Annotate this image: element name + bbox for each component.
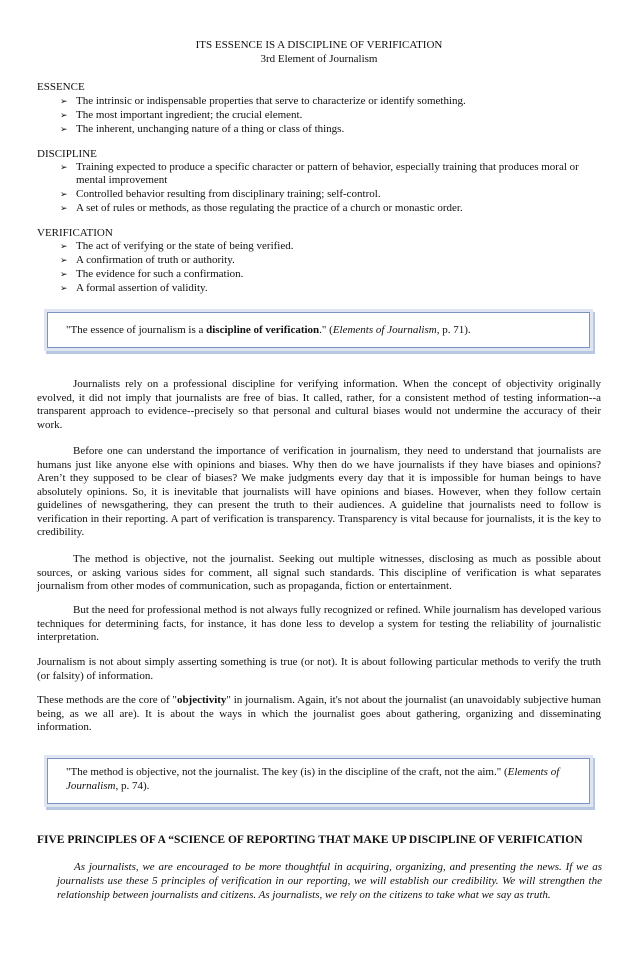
- verification-item: ➢ The act of verifying or the state of being verified.: [60, 240, 294, 252]
- arrow-bullet-icon: ➢: [60, 203, 68, 213]
- discipline-item: ➢ A set of rules or methods, as those regulating the practice of a church or monastic order.: [60, 202, 463, 214]
- discipline-item: ➢ Training expected to produce a specific character or pattern of behavior, especially training that produces moral or mental improvement: [60, 161, 579, 186]
- arrow-bullet-icon: ➢: [60, 110, 68, 120]
- body-paragraph: But the need for professional method is not always fully recognized or refined. While journalism has developed various techniques for determining facts, for instance, it has done less to develop a system for testing the reliability of journalistic interpretation.: [37, 604, 601, 643]
- essence-item: ➢ The inherent, unchanging nature of a thing or class of things.: [60, 123, 345, 135]
- essence-item: ➢ The most important ingredient; the crucial element.: [60, 109, 303, 121]
- essence-item: ➢ The intrinsic or indispensable properties that serve to characterize or identify something.: [60, 95, 466, 107]
- document-title: ITS ESSENCE IS A DISCIPLINE OF VERIFICATION: [195, 39, 443, 51]
- discipline-heading: DISCIPLINE: [37, 148, 97, 160]
- arrow-bullet-icon: ➢: [60, 283, 68, 293]
- quote-box: "The method is objective, not the journalist. The key (is) in the discipline of the craft, not the aim." (Elements of Journalism, p. 74).: [47, 758, 590, 804]
- section-heading: FIVE PRINCIPLES OF A “SCIENCE OF REPORTING THAT MAKE UP DISCIPLINE OF VERIFICATION: [37, 834, 583, 846]
- document-subtitle: 3rd Element of Journalism: [260, 53, 378, 65]
- arrow-bullet-icon: ➢: [60, 162, 68, 172]
- body-paragraph: Journalism is not about simply asserting something is true (or not). It is about following particular methods to verify the truth (or falsity) of information.: [37, 656, 601, 682]
- quote-box: "The essence of journalism is a discipline of verification." (Elements of Journalism, p. 71).: [47, 312, 590, 348]
- discipline-item: ➢ Controlled behavior resulting from disciplinary training; self-control.: [60, 188, 381, 200]
- arrow-bullet-icon: ➢: [60, 96, 68, 106]
- verification-heading: VERIFICATION: [37, 227, 113, 239]
- body-paragraph: Journalists rely on a professional discipline for verifying information. When the concept of objectivity originally evolved, it did not imply that journalists are free of bias. It called, rather, for a consistent method of testing information--a transparent approach to evidence--precisely so that personal and cultural biases would not undermine the accuracy of their work.: [37, 378, 601, 431]
- body-paragraph: The method is objective, not the journalist. Seeking out multiple witnesses, disclosing as much as possible about sources, or asking various sides for comment, all signal such standards. This discipline of verification is what separates journalism from other modes of communication, such as propaganda, fiction or entertainment.: [37, 553, 601, 592]
- essence-heading: ESSENCE: [37, 81, 85, 93]
- arrow-bullet-icon: ➢: [60, 189, 68, 199]
- body-paragraph: Before one can understand the importance of verification in journalism, they need to understand that journalists are humans just like anyone else with opinions and biases. Why then do we have journalists if they have biases and opinions? Aren’t they supposed to be clear of biases? We make judgments every day that it is impossible for human beings to have absolutely opinions. So, it is inevitable that journalists will have opinions and biases. However, when they follow certain guidelines of newsgathering, they can present the truth to their audiences. A guideline that journalists need to follow is verification in their reporting. A part of verification is transparency. Transparency is vital because for journalists, it is the key to credibility.: [37, 445, 601, 538]
- body-paragraph: These methods are the core of "objectivity" in journalism. Again, it's not about the journalist (an unavoidably subjective human being, as we all are). It is about the ways in which the journalist goes about gathering, organizing and disseminating information.: [37, 694, 601, 733]
- verification-item: ➢ A confirmation of truth or authority.: [60, 254, 235, 266]
- intro-paragraph: As journalists, we are encouraged to be more thoughtful in acquiring, organizing, and presenting the news. If we as journalists use these 5 principles of verification in our reporting, we will establish our credibility. We will strengthen the relationship between journalists and citizens. As journalists, we rely on the citizens to take what we say as truth.: [57, 861, 602, 901]
- arrow-bullet-icon: ➢: [60, 269, 68, 279]
- verification-item: ➢ The evidence for such a confirmation.: [60, 268, 244, 280]
- arrow-bullet-icon: ➢: [60, 255, 68, 265]
- verification-item: ➢ A formal assertion of validity.: [60, 282, 208, 294]
- arrow-bullet-icon: ➢: [60, 124, 68, 134]
- arrow-bullet-icon: ➢: [60, 241, 68, 251]
